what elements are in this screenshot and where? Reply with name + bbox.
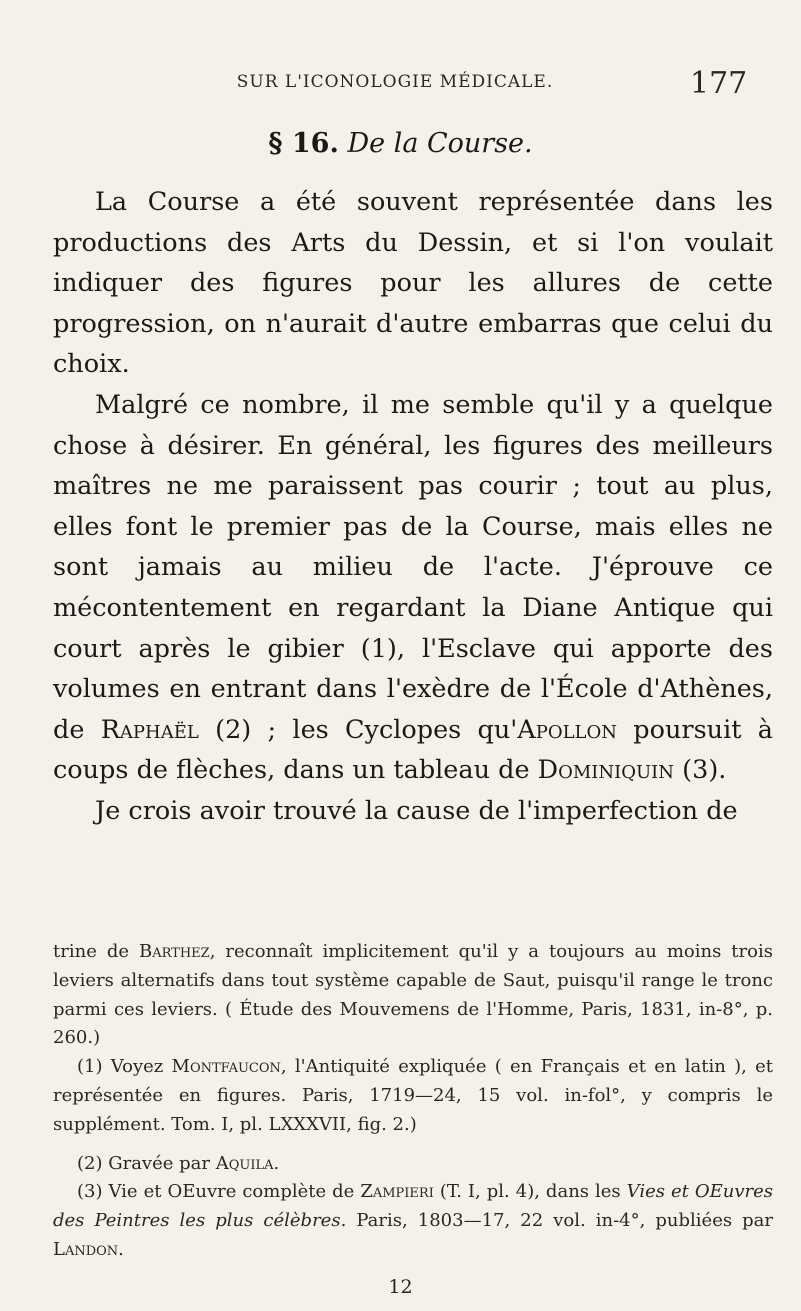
name-aquila: Aquila: [215, 1152, 274, 1174]
footnote-3: [53, 1178, 773, 1264]
footnote-text: (3) Vie et OEuvre complète de: [77, 1181, 361, 1203]
footnote-text: .: [118, 1238, 124, 1260]
paragraph-2-text: (2) ; les Cyclopes qu': [198, 714, 518, 745]
paragraph-1: La Course a été souvent représentée dans les productions des Arts du Dessin, et si l'on voulait indiquer des figures pour les allures de cette progression, on n'aurait d'autre embarras que celui du choix.: [53, 187, 773, 380]
footnote-text: trine de: [53, 941, 139, 962]
footnote-1: [53, 1053, 773, 1139]
name-barthez: Barthez: [138, 941, 210, 962]
name-apollon: Apollon: [517, 714, 617, 745]
footnotes: [53, 938, 773, 1265]
footnote-text: (1) Voyez: [77, 1056, 172, 1078]
body-text: [53, 182, 773, 832]
footnote-text: .: [273, 1152, 280, 1174]
name-dominiquin: Dominiquin: [537, 755, 675, 786]
footnote-continuation: [53, 938, 773, 1053]
footnote-text: , reconnaît implicitement qu'il y a toujours au moins trois leviers alternatifs dans tout système capable de Saut, puisqu'il range le tronc parmi ces leviers. ( Étude des Mouvemens de l'Homme, Paris, 1831, in-8°, p. 260.): [53, 941, 773, 1049]
footnote-text: (T. I, pl. 4), dans les: [433, 1181, 627, 1203]
page-number: 177: [690, 66, 748, 101]
paragraph-2-text: (3).: [674, 755, 727, 786]
footnote-text: , l'Antiquité expliquée ( en Français et en latin ), et représentée en figures. Paris, 1719—24, 15 vol. in-fol°, y compris le supplément. Tom. I, pl. LXXXVII, fig. 2.): [53, 1056, 773, 1135]
section-heading: [0, 128, 801, 159]
section-title: De la Course.: [347, 128, 533, 159]
running-head: SUR L'ICONOLOGIE MÉDICALE.: [236, 72, 554, 92]
paragraph-2-text: Malgré ce nombre, il me semble qu'il y a quelque chose à désirer. En général, les figures des meilleurs maîtres ne me paraissent pas courir ; tout au plus, elles font le premier pas de la Course, mais elles ne sont jamais au milieu de l'acte. J'éprouve ce mécontentement en regardant la Diane Antique qui court après le gibier (1), l'Esclave qui apporte des volumes en entrant dans l'exèdre de l'École d'Athènes, de: [53, 389, 773, 745]
name-montfaucon: Montfaucon: [171, 1056, 281, 1078]
name-zampieri: Zampieri: [360, 1181, 434, 1203]
paragraph-3: Je crois avoir trouvé la cause de l'imperfection de: [95, 795, 738, 826]
paragraph-2-text: poursuit à coups de flèches, dans un tableau de: [53, 714, 773, 786]
section-number: § 16.: [268, 128, 339, 159]
name-landon: Landon: [53, 1238, 119, 1260]
footnote-text: (2) Gravée par: [77, 1152, 216, 1174]
signature-mark: 12: [388, 1276, 413, 1298]
paragraph-2: [53, 385, 773, 791]
footnote-text: . Paris, 1803—17, 22 vol. in-4°, publiées par: [340, 1210, 774, 1232]
name-raphael: Raphaël: [100, 714, 199, 745]
footnote-2: [53, 1150, 773, 1179]
book-title: Vies et OEuvres des Peintres les plus célèbres: [53, 1181, 774, 1232]
